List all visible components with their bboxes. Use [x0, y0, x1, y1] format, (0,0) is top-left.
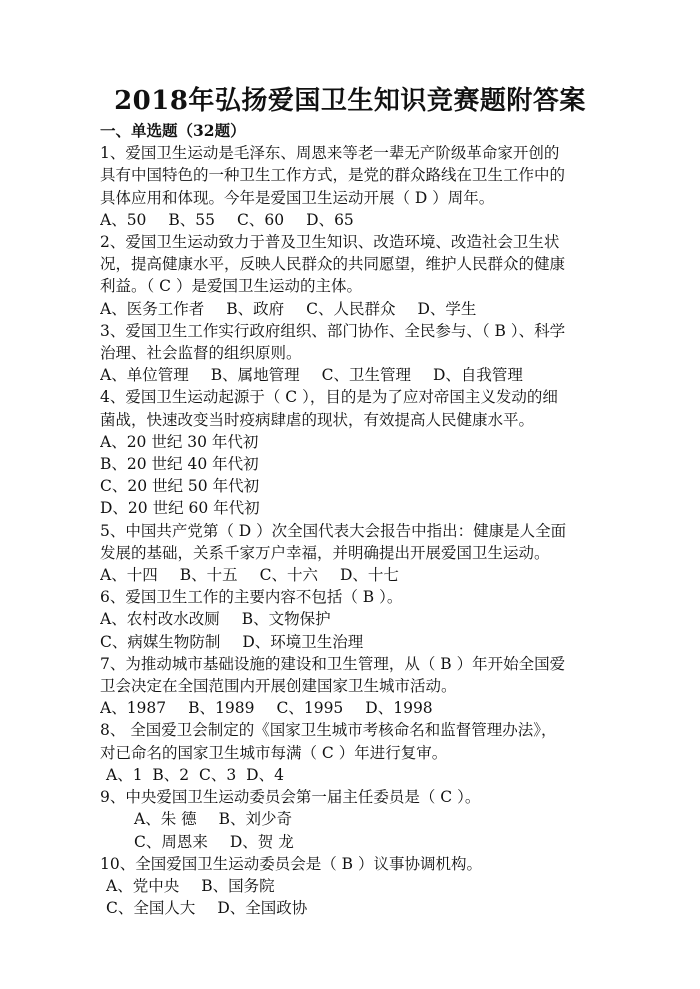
question-8-line-2: 对已命名的国家卫生城市每满（ C ）年进行复审。 [100, 743, 448, 762]
question-4-option-a: A、20 世纪 30 年代初 [100, 432, 259, 451]
option-b: B、文物保护 [241, 610, 331, 629]
option-c: C、全国人大 [106, 899, 196, 918]
question-8-options [100, 764, 610, 786]
option-c: C、人民群众 [306, 299, 396, 318]
question-4-option-d: D、20 世纪 60 年代初 [100, 499, 260, 518]
option-c: C、1995 [276, 699, 344, 718]
question-3-line-2: 治理、社会监督的组织原则。 [100, 344, 302, 363]
option-d: D、环境卫生治理 [242, 632, 364, 651]
question-1-options [100, 209, 610, 231]
option-d: D、4 [246, 765, 284, 784]
option-c: C、卫生管理 [321, 366, 411, 385]
option-a: A、50 [100, 210, 147, 229]
option-d: D、65 [306, 210, 354, 229]
question-10-options-row-1 [100, 875, 610, 897]
question-5-options [100, 564, 610, 586]
question-2-line-1: 2、爱国卫生运动致力于普及卫生知识、改造环境、改造社会卫生状 [100, 233, 560, 252]
question-6-options-row-2 [100, 631, 610, 653]
option-c: C、60 [237, 210, 285, 229]
option-a: A、党中央 [106, 876, 180, 895]
option-a: A、农村改水改厕 [100, 610, 220, 629]
question-2-line-3: 利益。（ C ）是爱国卫生运动的主体。 [100, 277, 362, 296]
question-2-options [100, 298, 610, 320]
question-8-line-1: 8、 全国爱卫会制定的《国家卫生城市考核命名和监督管理办法》， [100, 721, 557, 740]
option-b: B、国务院 [201, 876, 275, 895]
option-c: C、3 [199, 765, 237, 784]
option-b: B、属地管理 [210, 366, 300, 385]
question-4-line-1: 4、爱国卫生运动起源于（ C ），目的是为了应对帝国主义发动的细 [100, 388, 558, 407]
option-a: A、1987 [100, 699, 167, 718]
option-c: C、病媒生物防制 [100, 632, 221, 651]
option-b: B、2 [152, 765, 190, 784]
question-7-line-1: 7、为推动城市基础设施的建设和卫生管理，从（ B ）年开始全国爱 [100, 654, 566, 673]
question-4-option-c: C、20 世纪 50 年代初 [100, 477, 260, 496]
option-a: A、朱 德 [134, 810, 197, 829]
question-1-line-2: 具有中国特色的一种卫生工作方式，是党的群众路线在卫生工作中的 [100, 166, 566, 185]
question-1-line-3: 具体应用和体现。今年是爱国卫生运动开展（ D ）周年。 [100, 188, 495, 207]
option-c: C、十六 [259, 566, 318, 585]
option-b: B、刘少奇 [218, 810, 293, 829]
option-d: D、全国政协 [217, 899, 308, 918]
option-d: D、贺 龙 [229, 832, 294, 851]
question-7-line-2: 卫会决定在全国范围内开展创建国家卫生城市活动。 [100, 677, 457, 696]
question-7-options [100, 697, 610, 719]
option-a: A、单位管理 [100, 366, 189, 385]
option-d: D、十七 [339, 566, 399, 585]
section-heading: 一、单选题（32题） [100, 121, 246, 140]
option-a: A、医务工作者 [100, 299, 205, 318]
question-9-options-row-1 [100, 808, 610, 830]
question-2-line-2: 况，提高健康水平，反映人民群众的共同愿望，维护人民群众的健康 [100, 255, 566, 274]
question-10-options-row-2 [100, 897, 610, 919]
question-10-line-1: 10、全国爱国卫生运动委员会是（ B ）议事协调机构。 [100, 854, 482, 873]
option-b: B、十五 [179, 566, 238, 585]
option-d: D、1998 [365, 699, 433, 718]
question-6-line-1: 6、爱国卫生工作的主要内容不包括（ B ）。 [100, 588, 403, 607]
option-b: B、政府 [226, 299, 285, 318]
document-body [100, 120, 610, 919]
option-a: A、1 [106, 765, 143, 784]
option-c: C、周恩来 [134, 832, 208, 851]
question-1-line-1: 1、爱国卫生运动是毛泽东、周恩来等老一辈无产阶级革命家开创的 [100, 144, 560, 163]
option-b: B、1989 [188, 699, 255, 718]
option-b: B、55 [168, 210, 216, 229]
option-d: D、学生 [417, 299, 477, 318]
option-a: A、十四 [100, 566, 158, 585]
question-9-options-row-2 [100, 831, 610, 853]
document-title: 2018年弘扬爱国卫生知识竞赛题附答案 [114, 86, 586, 116]
question-9-line-1: 9、中央爱国卫生运动委员会第一届主任委员是（ C ）。 [100, 788, 481, 807]
question-6-options-row-1 [100, 608, 610, 630]
question-4-option-b: B、20 世纪 40 年代初 [100, 455, 259, 474]
question-4-line-2: 菌战，快速改变当时疫病肆虐的现状，有效提高人民健康水平。 [100, 410, 535, 429]
option-d: D、自我管理 [432, 366, 523, 385]
question-3-line-1: 3、爱国卫生工作实行政府组织、部门协作、全民参与、（ B ）、科学 [100, 321, 566, 340]
question-5-line-1: 5、中国共产党第（ D ）次全国代表大会报告中指出：健康是人全面 [100, 521, 567, 540]
question-3-options [100, 364, 610, 386]
question-5-line-2: 发展的基础，关系千家万户幸福，并明确提出开展爱国卫生运动。 [100, 543, 550, 562]
